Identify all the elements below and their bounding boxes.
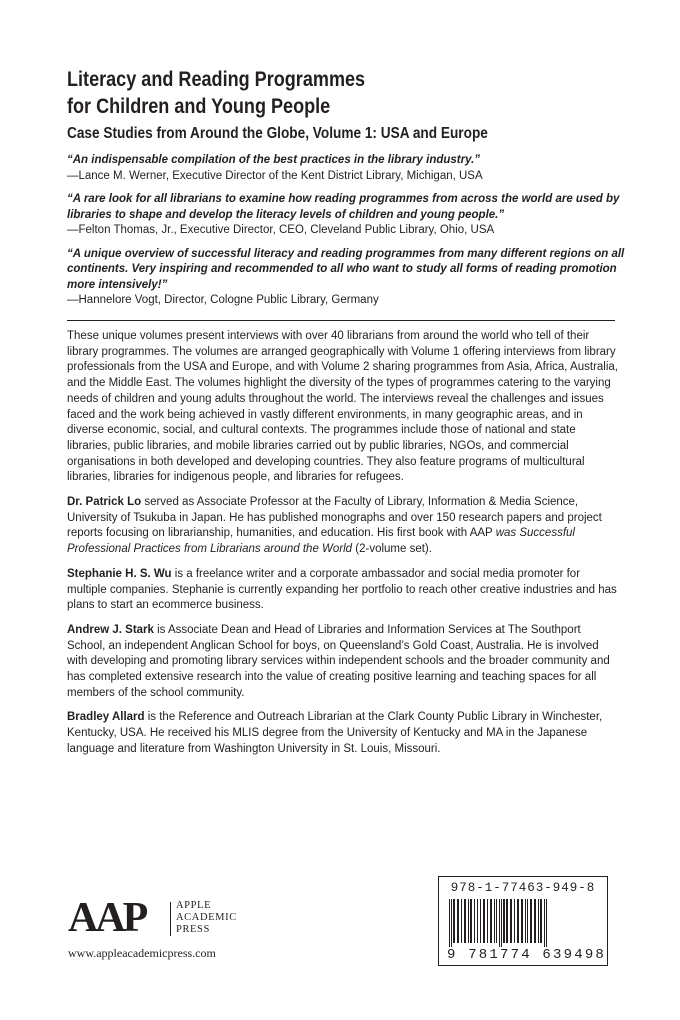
barcode-bar — [449, 899, 450, 947]
author-name: Andrew J. Stark — [67, 623, 154, 636]
praise-quote: “A unique overview of successful literacy and reading programmes from many different regions on all continents. Very inspiring and recommended to all who want to study all forms of reading promotion more intensively!” — [67, 247, 625, 291]
logo-divider — [170, 902, 171, 936]
author-bio-text: is the Reference and Outreach Librarian at the Clark County Public Library in Winchester, Kentucky, USA. He received his MLIS degree from the University of Kentucky and MA in the Japanese language and literature from Washington University in St. Louis, Missouri. — [67, 711, 603, 755]
barcode-bar — [464, 899, 466, 943]
body-text — [67, 329, 619, 767]
barcode-bar — [544, 899, 545, 947]
barcode-bar — [480, 899, 481, 943]
praise-attribution: —Felton Thomas, Jr., Executive Director, CEO, Cleveland Public Library, Ohio, USA — [67, 224, 495, 236]
barcode-bar — [501, 899, 502, 947]
isbn-number: 978-1-77463-949-8 — [450, 881, 596, 895]
barcode-bar — [534, 899, 536, 943]
praise-quote: “An indispensable compilation of the best practices in the library industry.” — [67, 154, 481, 166]
praise-quote: “A rare look for all librarians to examine how reading programmes from across the world are used by libraries to shape and develop the literacy levels of children and young people.” — [67, 193, 620, 221]
praise-attribution: —Lance M. Werner, Executive Director of the Kent District Library, Michigan, USA — [67, 169, 483, 182]
barcode-bar — [483, 899, 485, 943]
praise-block — [67, 247, 627, 309]
book-subtitle: Case Studies from Around the Globe, Volume 1: USA and Europe — [67, 125, 488, 142]
barcode-bar — [451, 899, 452, 947]
barcode-bar — [457, 899, 459, 943]
book-title-reference: was Successful Professional Practices from Librarians around the World — [67, 527, 575, 556]
praise-block — [67, 192, 627, 239]
publisher-name-line: APPLE — [176, 900, 212, 911]
barcode-bar — [503, 899, 505, 943]
barcode-bar — [468, 899, 469, 943]
isbn-barcode — [438, 876, 608, 966]
publisher-logo-mark: AAP — [68, 895, 146, 941]
author-bio — [67, 710, 619, 757]
barcode-bars — [447, 899, 599, 947]
praise-section — [67, 153, 627, 317]
barcode-bar — [540, 899, 542, 943]
author-bio-tail: (2-volume set). — [352, 543, 432, 556]
author-bio — [67, 567, 619, 614]
title-line-2: for Children and Young People — [67, 95, 331, 118]
barcode-bar — [530, 899, 532, 943]
author-bio — [67, 623, 619, 702]
barcode-bar — [494, 899, 495, 943]
publisher-name — [176, 900, 237, 936]
barcode-bar — [490, 899, 492, 943]
publisher-name-line: PRESS — [176, 924, 210, 935]
barcode-bar — [514, 899, 515, 943]
barcode-bar — [506, 899, 508, 943]
barcode-bar — [538, 899, 539, 943]
barcode-bar — [474, 899, 475, 943]
author-name: Bradley Allard — [67, 711, 145, 724]
author-bio-text: served as Associate Professor at the Faculty of Library, Information & Media Science, University of Tsukuba in Japan. He has published monographs and over 150 research papers and project reports focusing on librarianship, humanities, and education. His first book with AAP — [67, 496, 602, 540]
publisher-url: www.appleacademicpress.com — [68, 946, 216, 960]
barcode-bar — [453, 899, 455, 943]
barcode-bar — [461, 899, 462, 943]
barcode-bar — [487, 899, 488, 943]
title-line-1: Literacy and Reading Programmes — [67, 68, 366, 91]
barcode-bar — [499, 899, 500, 947]
section-divider — [67, 320, 615, 321]
barcode-bar — [527, 899, 528, 943]
praise-attribution: —Hannelore Vogt, Director, Cologne Public Library, Germany — [67, 294, 379, 306]
barcode-bar — [470, 899, 472, 943]
ean-digits: 9 781774 639498 — [447, 947, 607, 963]
author-name: Dr. Patrick Lo — [67, 496, 142, 509]
barcode-bar — [496, 899, 497, 943]
author-bio — [67, 495, 619, 558]
barcode-bar — [510, 899, 512, 943]
publisher-name-line: ACADEMIC — [176, 912, 237, 923]
publisher-logo — [68, 896, 288, 966]
barcode-bar — [525, 899, 526, 943]
praise-block — [67, 153, 627, 184]
book-description: These unique volumes present interviews with over 40 librarians from around the world who tell of their library programmes. The volumes are arranged geographically with Volume 1 offering interviews from library professionals from the USA and Europe, and with Volume 2 sharing programmes from Asia, Africa, Australia, and the Middle East. The volumes highlight the diversity of the types of programmes catering to the varying needs of children and young adults throughout the world. The interviews reveal the challenges and issues faced and the work being achieved in vastly different environments, in many geographic areas, and in diverse economic, social, and cultural contexts. The programmes include those of national and state libraries, public libraries, and mobile libraries carried out by public libraries, NGOs, and commercial organisations in both developed and developing countries. They also feature programs of multicultural libraries, libraries for indigenous people, and libraries for refugees. — [67, 330, 618, 484]
barcode-bar — [477, 899, 478, 943]
author-name: Stephanie H. S. Wu — [67, 567, 172, 580]
barcode-bar — [546, 899, 547, 947]
barcode-bar — [517, 899, 519, 943]
author-bio-text: is a freelance writer and a corporate ambassador and social media promoter for multiple companies. Stephanie is currently expanding her portfolio to reach other creative industries and has plans to start an ecommerce business. — [67, 567, 617, 612]
author-bio-text: is Associate Dean and Head of Libraries and Information Services at The Southport School, an independent Anglican School for boys, on Queensland’s Gold Coast, Australia. He is involved with developing and promoting library services within independent schools and the broader community and has completed extensive research into the value of creating positive learning and teaching spaces for all members of the school community. — [67, 623, 610, 699]
book-title — [67, 66, 549, 120]
barcode-bar — [521, 899, 523, 943]
